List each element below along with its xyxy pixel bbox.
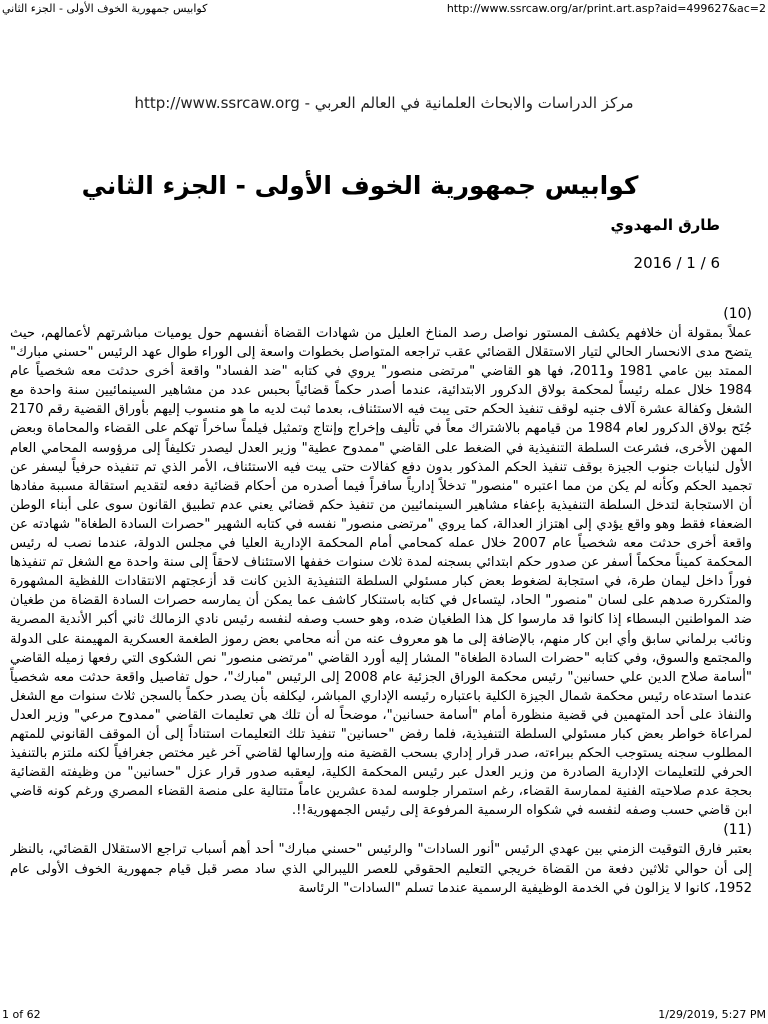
article-body [10, 304, 752, 1004]
article-date: 2016 / 1 / 6 [633, 254, 720, 272]
site-separator: - [304, 94, 310, 112]
section-number: (10) [723, 306, 752, 322]
section-paragraph: عملاً بمقولة أن خلافهم يكشف المستور نواصل رصد المناخ العليل من شهادات القضاة أنفسهم حول يوميات مباشرتهم لأعمالهم، حيث يتضح مدى الانحسار الحالي لتيار الاستقلال القضائي عقب تراجعه المتواصل بخطوات واسعة إلى الوراء طوال عهد الرئيس "حسني مبارك" الممتد بين عامي 1981 و2011، فها هو القاضي "مرتضى منصور" يروي في كتابه "ضد الفساد" واقعة أخرى حدثت معه شخصياً عام 1984 خلال عمله رئيساً لمحكمة بولاق الدكرور الابتدائية، عندما أصدر حكماً قضائياً بحبس عدد من مشاهير السينمائيين سنة واحدة مع الشغل وكفالة عشرة آلاف جنيه لوقف تنفيذ الحكم حتى يبت فيه الاستئناف، بعدما ثبت لديه ما هو منسوب إليهم بأوراق القضية رقم 2170 جُنَح بولاق الدكرور لعام 1984 من قيامهم بالاشتراك معاً في تأليف وإخراج وإنتاج وتمثيل فيلماً ساخراً تهكم على القضاء والمحاماة وبعض المهن الأخرى، فشرعت السلطة التنفيذية في الضغط على القاضي "ممدوح عطية" وزير العدل ليصدر تكليفاً إلى مرؤوسه المحامي العام الأول لنيابات جنوب الجيزة بوقف تنفيذ الحكم المذكور بدون دفع كفالات حتى يبت فيه الاستئناف، الأمر الذي تم تنفيذه حرفياً ليسفر عن تجميد الحكم وكأنه لم يكن من مما اعتبره "منصور" تدخلاً إدارياً سافراً فيما أصدره من أحكام قضائية دفعه لتقديم استقالة مسببة مفادها أن الاستجابة لتدخل السلطة التنفيذية بإعفاء مشاهير السينمائيين من تنفيذ حكم قضائي يعني عدم تطبيق القانون سوى على أبناء الوطن الضعفاء فقط وهو واقع يؤدي إلى اهتزاز العدالة، كما يروي "مرتضى منصور" نفسه في كتابه الشهير "حصرات السادة الطغاة" شهادته عن واقعة أخرى حدثت معه شخصياً عام 2007 خلال عمله كمحامي أمام المحكمة الإدارية العليا في مجلس الدولة، عندما نصب له رئيس المحكمة كميناً محكماً أسفر عن صدور حكم ابتدائي بسجنه لمدة ثلاث سنوات خففها الاستئناف لاحقاً إلى سنة واحدة مع الشغل تم تنفيذها فوراً داخل ليمان طرة، في استجابة لضغوط بعض كبار مسئولي السلطة التنفيذية الذين كانت قد أزعجتهم الانتقادات اللفظية المشهورة والمتكررة صدهم على لسان "منصور" الحاد، ليتساءل في كتابه باستنكار كاشف عما يمكن أن يمارسه حصرات السادة القضاة من طغيان ضد المواطنين البسطاء إذا كانوا قد مارسوا كل هذا الطغيان ضده، وهو حسب وصفه لنفسه رئيس نادي الزمالك ثاني أكبر الأندية المصرية ونائب برلماني سابق وأي ابن كار منهم، بالإضافة إلى ما هو معروف عنه من أنه محامي بعض رموز الطغمة العسكرية المهيمنة على الدولة والمجتمع والسوق، وفي كتابه "حضرات السادة الطغاة" المشار إليه أورد القاضي "مرتضى منصور" نص الشكوى التي رفعها زميله القاضي "أسامة صلاح الدين علي حسانين" رئيس محكمة الوراق الجزئية عام 2008 إلى الرئيس "مبارك"، حول تفاصيل واقعة حدثت معه شخصياً عندما استدعاه رئيس محكمة شمال الجيزة الكلية باعتباره رئيسه الإداري المباشر، ليكلفه بأن يصدر حكماً بالسجن ثلاث سنوات مع الشغل والنفاذ على أحد المتهمين في قضية منظورة أمام "أسامة حسانين"، موضحاً له أن تلك هي تعليمات القاضي "ممدوح مرعي" وزير العدل لمراعاة خواطر بعض كبار مسئولي السلطة التنفيذية، فلما رفض "حسانين" تنفيذ تلك التعليمات استناداً إلى أن الموقف القانوني للمتهم المطلوب سجنه يستوجب الحكم ببراءته، صدر قرار إداري بسحب القضية منه وإرسالها لقاضي آخر غير مختص جغرافياً لكنه ملتزم بالتنفيذ الحرفي للتعليمات الإدارية الصادرة من وزير العدل عبر رئيس المحكمة الكلية، ليعقبه صدور قرار عزل "حسانين" من وظيفته القضائية بحجة عدم صلاحيته الفنية لممارسة القضاء، رغم استمرار جلوسه لمدة عشرين عاماً متتالية على منصة القضاء المصري ورغم كونه قاضي ابن قاضي حسب وصفه لنفسه في شكواه الرسمية المرفوعة إلى رئيس الجمهورية!!. [10, 326, 752, 819]
page-indicator: 1 of 62 [2, 1008, 41, 1021]
site-name: مركز الدراسات والابحاث العلمانية في العالم العربي [314, 94, 634, 112]
section-paragraph: بعتبر فارق التوقيت الزمني بين عهدي الرئيس "أنور السادات" والرئيس "حسني مبارك" أحد أهم أسباب تراجع الاستقلال القضائي، بالنظر إلى أن حوالي ثلاثين دفعة من القضاة خريجي التعليم الحقوقي للعصر الليبرالي الذي ساد مصر قبل قيام جمهورية الخوف الأولى عام 1952، كانوا لا يزالون في الخدمة الوظيفية الرسمية عندما تسلم "السادات" الرئاسة [10, 842, 752, 896]
section-number: (11) [723, 822, 752, 839]
print-timestamp: 1/29/2019, 5:27 PM [658, 1008, 766, 1021]
site-banner [0, 94, 768, 112]
article-title: كوابيس جمهورية الخوف الأولى - الجزء الثاني [81, 171, 639, 200]
print-header-title: كوابيس جمهورية الخوف الأولى - الجزء الثاني [2, 2, 208, 15]
print-header-url[interactable]: http://www.ssrcaw.org/ar/print.art.asp?aid=499627&ac=2 [446, 2, 766, 15]
article-author: طارق المهدوي [610, 216, 720, 234]
site-url-link[interactable]: http://www.ssrcaw.org [134, 94, 300, 112]
